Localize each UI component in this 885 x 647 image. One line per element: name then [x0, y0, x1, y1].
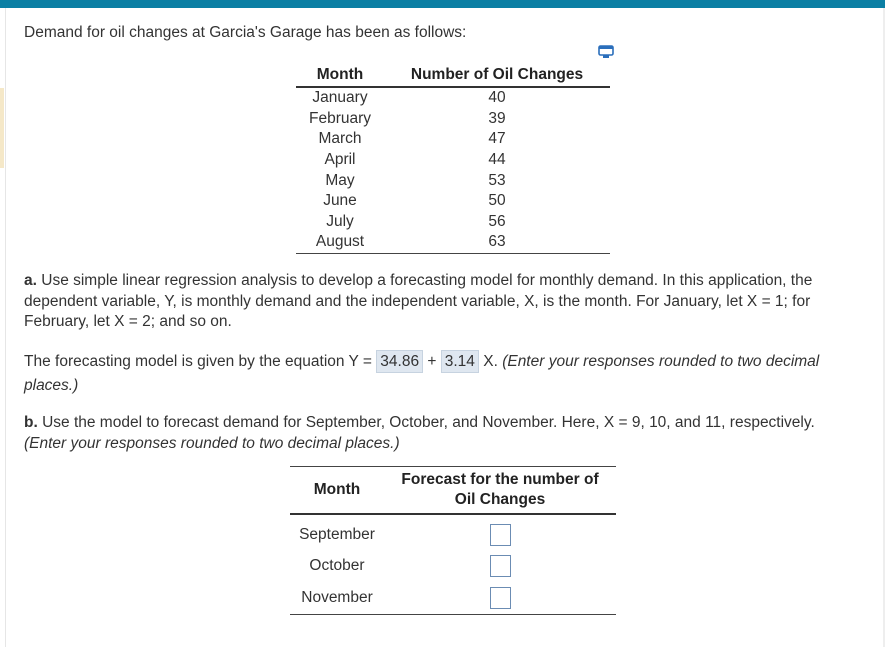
- part-b-question: [24, 413, 869, 454]
- table-row: [296, 212, 610, 233]
- forecast-cell: [384, 581, 616, 615]
- month-cell: January: [312, 89, 368, 107]
- table-row: [296, 129, 610, 150]
- value-cell: 40: [488, 89, 506, 107]
- month-cell: June: [323, 192, 357, 210]
- header-number-of-oil-changes: Number of Oil Changes: [384, 64, 610, 87]
- table-row: [296, 170, 610, 191]
- value-cell: 47: [488, 130, 506, 148]
- part-a-label: a.: [24, 272, 37, 289]
- forecast-cell: [384, 550, 616, 581]
- table-row: [296, 109, 610, 130]
- month-cell: November: [290, 581, 384, 615]
- part-a-question: [24, 271, 862, 333]
- value-cell: 63: [384, 232, 610, 253]
- oil-change-demand-table: [296, 64, 610, 254]
- header-month: Month: [296, 64, 384, 87]
- month-cell: February: [308, 109, 372, 127]
- copy-table-icon[interactable]: [598, 45, 614, 59]
- equation-note: (Enter your responses rounded to two decimal places.): [24, 353, 820, 394]
- equation-plus: +: [423, 353, 441, 370]
- month-cell: October: [309, 556, 365, 574]
- left-highlight-marker: [0, 88, 4, 168]
- table-row: [296, 87, 610, 109]
- november-forecast-input[interactable]: [490, 587, 511, 609]
- month-cell: March: [318, 130, 362, 148]
- table-row: [296, 150, 610, 171]
- value-cell: 39: [488, 109, 506, 127]
- part-b-label: b.: [24, 414, 38, 431]
- header-forecast-line2: Oil Changes: [454, 491, 546, 508]
- forecast-table: [290, 466, 616, 615]
- month-cell: August: [296, 232, 384, 253]
- header-forecast: [384, 467, 616, 515]
- slope-answer-box[interactable]: 3.14: [441, 350, 479, 373]
- intercept-answer-box[interactable]: 34.86: [376, 350, 423, 373]
- top-accent-bar: [0, 0, 885, 8]
- part-b-note: (Enter your responses rounded to two decimal places.): [24, 434, 400, 452]
- value-cell: 50: [488, 192, 506, 210]
- table-row: [290, 550, 616, 581]
- forecast-equation: [24, 350, 869, 398]
- left-border: [5, 8, 6, 647]
- table-row: [296, 191, 610, 212]
- month-cell: September: [299, 525, 375, 543]
- equation-suffix: X.: [478, 353, 503, 370]
- month-cell: April: [324, 151, 356, 169]
- october-forecast-input[interactable]: [490, 555, 511, 577]
- header-month: Month: [290, 467, 384, 515]
- value-cell: 56: [488, 212, 506, 230]
- value-cell: 44: [488, 151, 506, 169]
- part-b-text: Use the model to forecast demand for September, October, and November. Here, X = 9, 10, and 11, respectively.: [37, 414, 815, 431]
- header-forecast-line1: Forecast for the number of: [401, 471, 599, 488]
- month-cell: July: [326, 212, 354, 230]
- september-forecast-input[interactable]: [490, 524, 511, 546]
- forecast-cell: [384, 514, 616, 550]
- part-a-text: Use simple linear regression analysis to develop a forecasting model for monthly demand. In this application, the dependent variable, Y, is monthly demand and the independent variable, X, is the month. For January, let X = 1; for February, let X = 2; and so on.: [24, 272, 813, 330]
- month-cell: May: [325, 171, 355, 189]
- table-row: [296, 232, 610, 253]
- table-row: [290, 514, 616, 550]
- value-cell: 53: [488, 171, 506, 189]
- table-row: [290, 581, 616, 615]
- intro-text: Demand for oil changes at Garcia's Garage has been as follows:: [24, 24, 467, 41]
- equation-prefix: The forecasting model is given by the equation Y =: [24, 353, 377, 370]
